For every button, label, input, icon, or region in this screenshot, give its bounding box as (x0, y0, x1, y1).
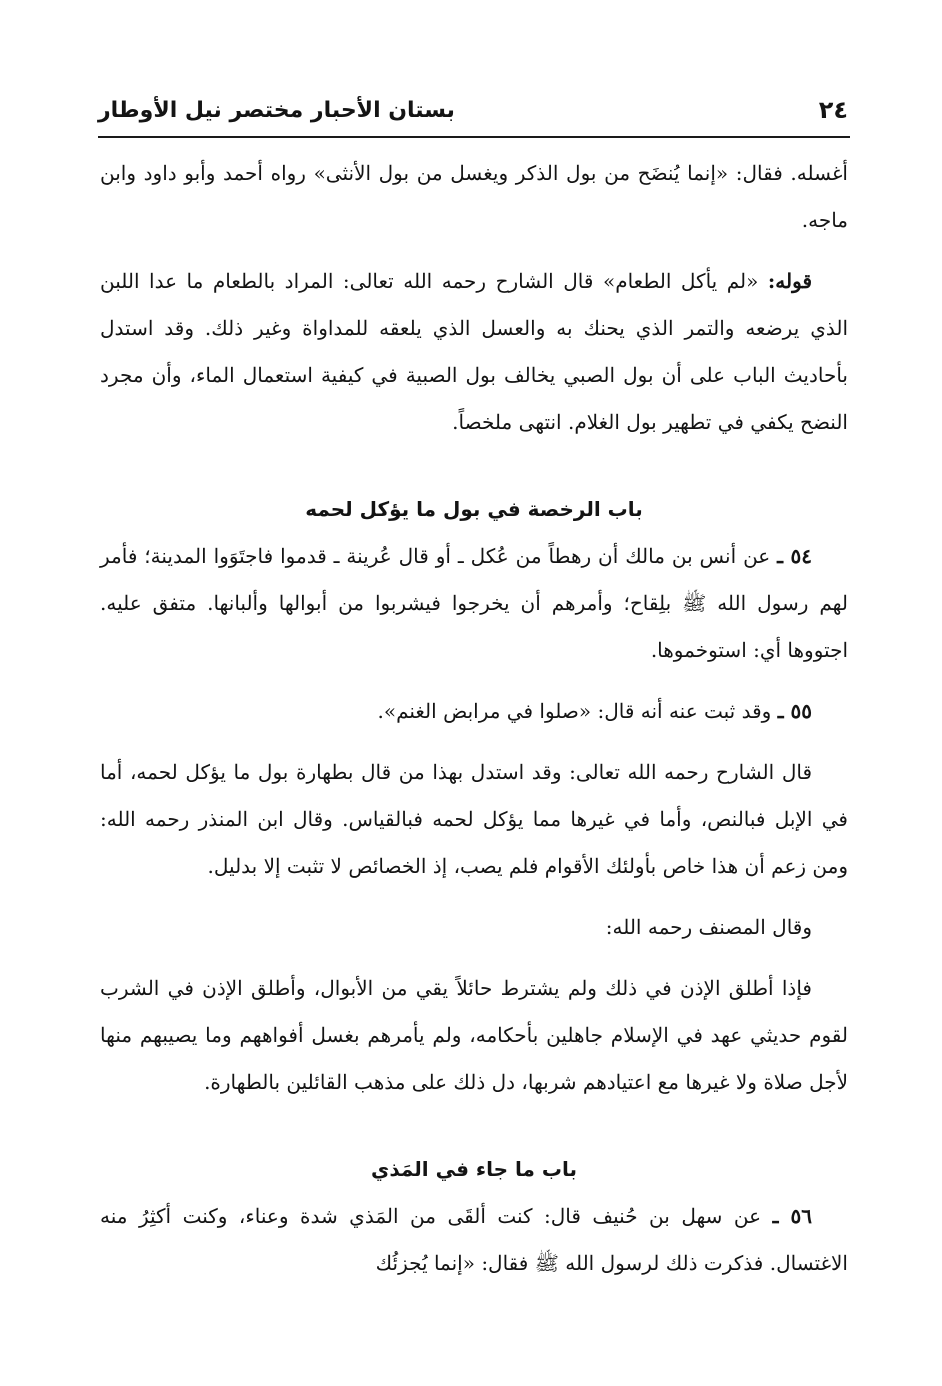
paragraph-continuation: أغسله. فقال: «إنما يُنضَح من بول الذكر ويغسل من بول الأنثى» رواه أحمد وأبو داود وابن ماجه. (100, 161, 848, 232)
commentary-lead: قوله: (767, 269, 813, 293)
paragraph-commentary (100, 258, 848, 446)
section-heading-urine-of-edible-animals: باب الرخصة في بول ما يؤكل لحمه (305, 497, 643, 521)
hadith-number: ٥٤ ـ (777, 544, 812, 568)
book-title: بستان الأحبار مختصر نيل الأوطار (98, 97, 455, 123)
hadith-number: ٥٦ ـ (772, 1204, 812, 1228)
page-number: ٢٤ (818, 96, 848, 124)
section-heading-madhy: باب ما جاء في المَذي (371, 1157, 577, 1181)
author-paragraph: فإذا أطلق الإذن في ذلك ولم يشترط حائلاً يقي من الأبوال، وأطلق الإذن في الشرب لقوم حديثي عهد في الإسلام جاهلين بأحكامه، ولم يأمرهم بغسل أفواههم وما يصيبهم منها لأجل صلاة ولا غيرها مع اعتيادهم شربها، دل ذلك على مذهب القائلين بالطهارة. (100, 976, 848, 1094)
header-rule (98, 136, 850, 138)
author-intro: وقال المصنف رحمه الله: (605, 915, 812, 939)
paragraph-commentary-2: قال الشارح رحمه الله تعالى: وقد استدل بهذا من قال بطهارة بول ما يؤكل لحمه، أما في الإبل فبالنص، وأما في غيرها مما يؤكل لحمه فبالقياس. وقال ابن المنذر رحمه الله: ومن زعم أن هذا خاص بأولئك الأقوام فلم يصب، إذ الخصائص لا تثبت إلا بدليل. (100, 760, 848, 878)
hadith-text: عن أنس بن مالك أن رهطاً من عُكل ـ أو قال عُرينة ـ قدموا فاجتَوَوا المدينة؛ فأمر لهم رسول الله ﷺ بلِقاح؛ وأمرهم أن يخرجوا فيشربوا من أبوالها وألبانها. متفق عليه. اجتووها أي: استوخموها. (100, 544, 848, 662)
hadith-text: وقد ثبت عنه أنه قال: «صلوا في مرابض الغنم». (377, 699, 772, 723)
page-body (100, 150, 848, 1287)
hadith-55 (100, 688, 848, 735)
commentary-text: «لم يأكل الطعام» قال الشارح رحمه الله تعالى: المراد بالطعام ما عدا اللبن الذي يرضعه والتمر الذي يحنك به والعسل الذي يلعقه للمداواة وغير ذلك. وقد استدل بأحاديث الباب على أن بول الصبي يخالف بول الصبية في كيفية استعمال الماء، وأن مجرد النضح يكفي في تطهير بول الغلام. انتهى ملخصاً. (100, 269, 848, 434)
hadith-text: عن سهل بن حُنيف قال: كنت ألقَى من المَذي شدة وعناء، وكنت أكثِرُ منه الاغتسال. فذكرت ذلك لرسول الله ﷺ فقال: «إنما يُجزئُك (100, 1204, 848, 1275)
hadith-54 (100, 533, 848, 674)
running-header (98, 90, 848, 130)
hadith-number: ٥٥ ـ (777, 699, 812, 723)
hadith-56 (100, 1193, 848, 1287)
